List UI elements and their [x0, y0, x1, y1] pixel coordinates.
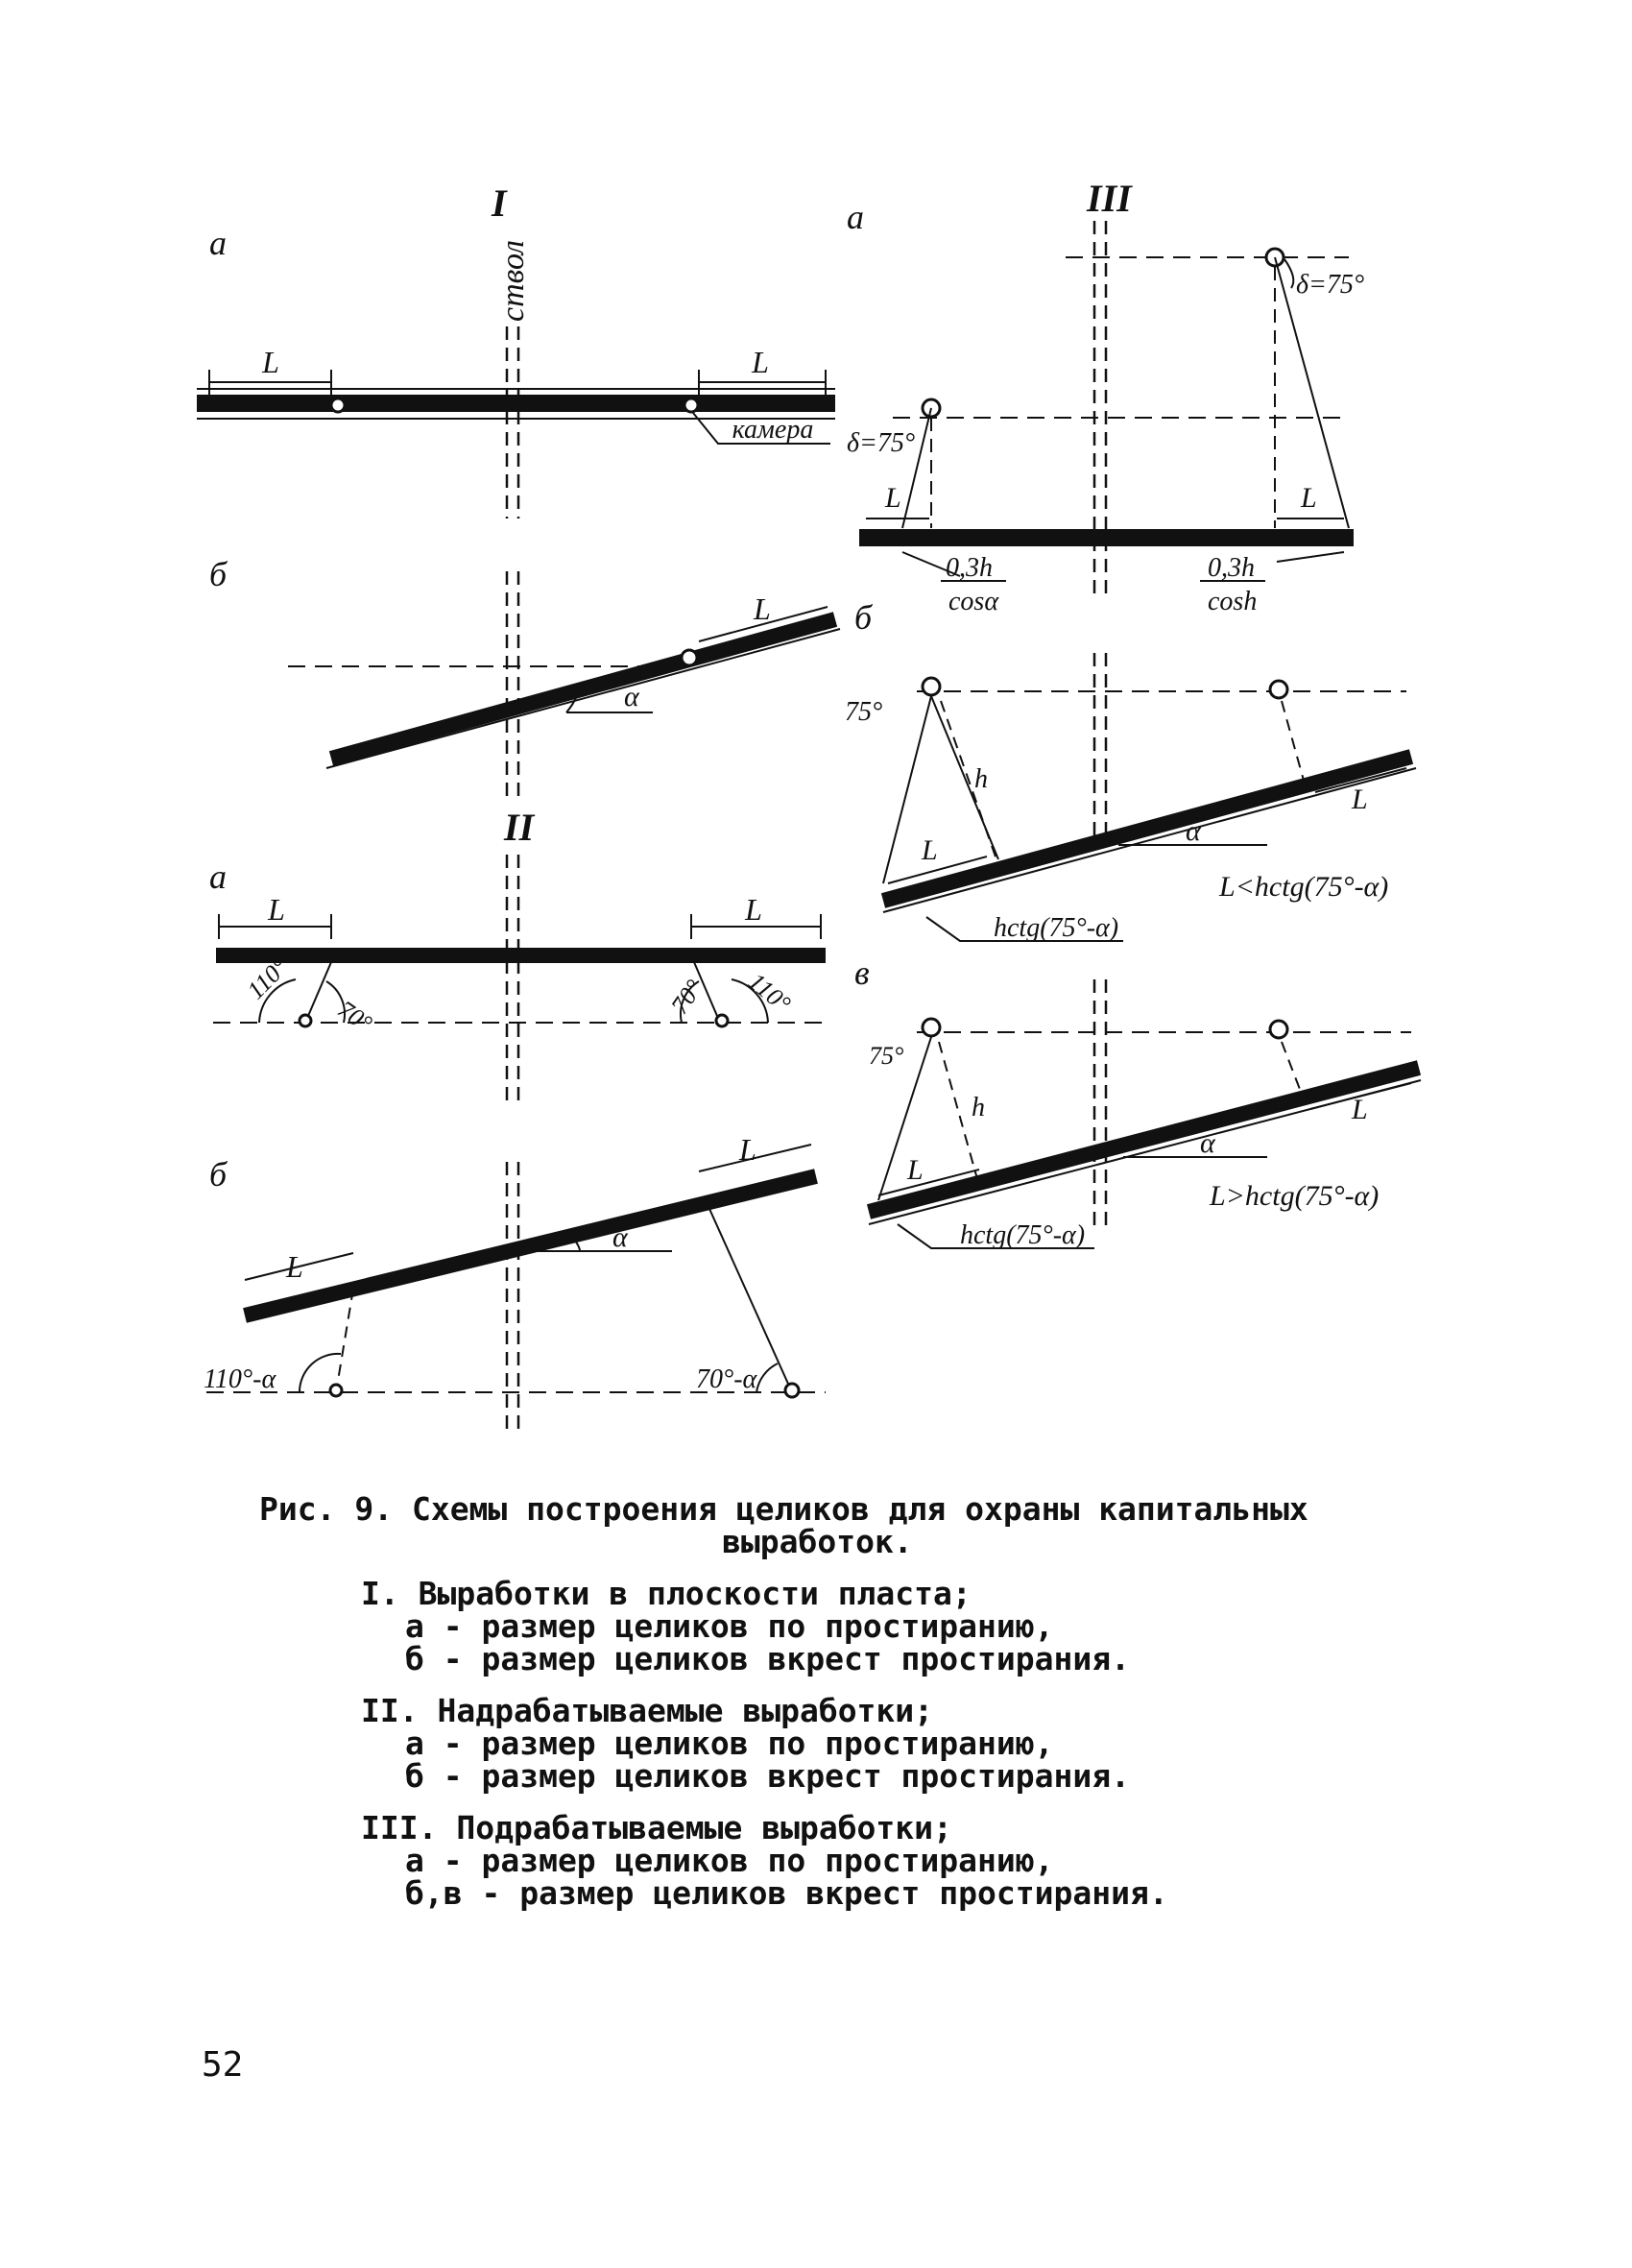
caption-lead: Рис. 9.	[259, 1490, 394, 1528]
seam-IIb	[245, 1176, 816, 1315]
roman-I: I	[492, 181, 507, 225]
L-Ia-right: L	[752, 345, 769, 379]
alpha-IIIv: α	[1200, 1127, 1215, 1159]
L-IIa-right: L	[745, 892, 762, 927]
working-marker-Ib	[682, 650, 697, 665]
alpha-Ib: α	[624, 681, 639, 712]
caption-group-III	[259, 1809, 1411, 1912]
caption-item: б - размер целиков вкрест простирания.	[405, 1757, 1130, 1795]
caption-group-head: III. Подрабатываемые выработки;	[361, 1809, 952, 1846]
alpha-IIb: α	[612, 1221, 628, 1253]
angle-70-right: 70°	[665, 974, 708, 1020]
L-IIa-left: L	[268, 892, 285, 927]
angle-75-IIIb: 75°	[845, 697, 883, 727]
L-Ia-left: L	[262, 345, 279, 379]
delta-right: δ=75°	[1296, 270, 1365, 300]
label-IIIa: a	[847, 198, 864, 236]
label-IIb: б	[209, 1155, 228, 1194]
L-IIIa-left: L	[885, 482, 901, 514]
angle-110-left: 110°	[241, 953, 294, 1005]
L-IIb-right: L	[739, 1132, 756, 1167]
angle-70-left: 70°	[332, 995, 378, 1038]
h-IIIv: h	[972, 1093, 985, 1122]
caption-item: а - размер целиков по простиранию,	[405, 1607, 1054, 1645]
frac-left-num: 0,3h	[946, 553, 993, 583]
caption-item: б,в - размер целиков вкрест простирания.	[405, 1874, 1168, 1912]
roman-III: III	[1087, 177, 1132, 220]
caption-group-I	[259, 1575, 1411, 1677]
h-IIIb: h	[974, 764, 988, 794]
condition-IIIv: L>hctg(75°-α)	[1210, 1180, 1380, 1212]
angle-75-IIIv: 75°	[869, 1042, 904, 1070]
label-Ia: a	[209, 224, 227, 262]
angle-110-right: 110°	[743, 967, 797, 1019]
caption-title	[259, 1490, 1411, 1528]
frac-left-den: cosα	[948, 587, 999, 616]
seam-Ib	[331, 619, 835, 759]
caption-item: а - размер целиков по простиранию,	[405, 1725, 1054, 1762]
caption-item: а - размер целиков по простиранию,	[405, 1842, 1054, 1879]
frac-right-num: 0,3h	[1208, 553, 1255, 583]
page-number: 52	[202, 2045, 244, 2085]
L-IIIa-right: L	[1301, 482, 1317, 514]
label-IIa: a	[209, 857, 227, 896]
figure-caption	[259, 1490, 1411, 1912]
chamber-marker-left	[331, 398, 345, 412]
condition-IIIb: L<hctg(75°-α)	[1219, 871, 1389, 903]
L-IIIb-left: L	[922, 834, 938, 866]
break-line-IIb-right	[706, 1200, 792, 1392]
caption-title-cont: выработок.	[722, 1523, 913, 1560]
break-line-IIa-left	[305, 962, 331, 1023]
delta-left: δ=75°	[847, 428, 916, 458]
shaft-label: ствол	[495, 240, 531, 322]
caption-item: б - размер целиков вкрест простирания.	[405, 1640, 1130, 1677]
angle-IIb-left: 110°-α	[204, 1364, 276, 1394]
L-IIIv-right: L	[1352, 1094, 1368, 1125]
chamber-marker-right	[684, 398, 698, 412]
section-III	[845, 177, 1421, 1250]
alpha-IIIb: α	[1186, 815, 1201, 847]
section-II	[204, 806, 830, 1431]
label-Ib: б	[209, 555, 228, 593]
caption-group-II	[259, 1692, 1411, 1795]
label-IIIv: в	[854, 953, 870, 992]
section-I	[197, 181, 840, 797]
L-Ib: L	[754, 591, 771, 626]
label-IIIb: б	[854, 598, 873, 637]
hctg-IIIv: hctg(75°-α)	[960, 1220, 1086, 1250]
caption-title-main: Схемы построения целиков для охраны капитальных	[411, 1490, 1308, 1528]
caption-group-head: I. Выработки в плоскости пласта;	[361, 1575, 972, 1612]
roman-II: II	[504, 806, 535, 849]
L-IIb-left: L	[286, 1249, 303, 1284]
angle-IIb-right: 70°-α	[696, 1364, 757, 1394]
hctg-IIIb: hctg(75°-α)	[994, 913, 1119, 943]
L-IIIv-left: L	[907, 1154, 924, 1186]
chamber-label: камера	[732, 415, 814, 445]
L-IIIb-right: L	[1352, 784, 1368, 815]
frac-right-den: cosh	[1208, 587, 1258, 616]
caption-group-head: II. Надрабатываемые выработки;	[361, 1692, 934, 1729]
